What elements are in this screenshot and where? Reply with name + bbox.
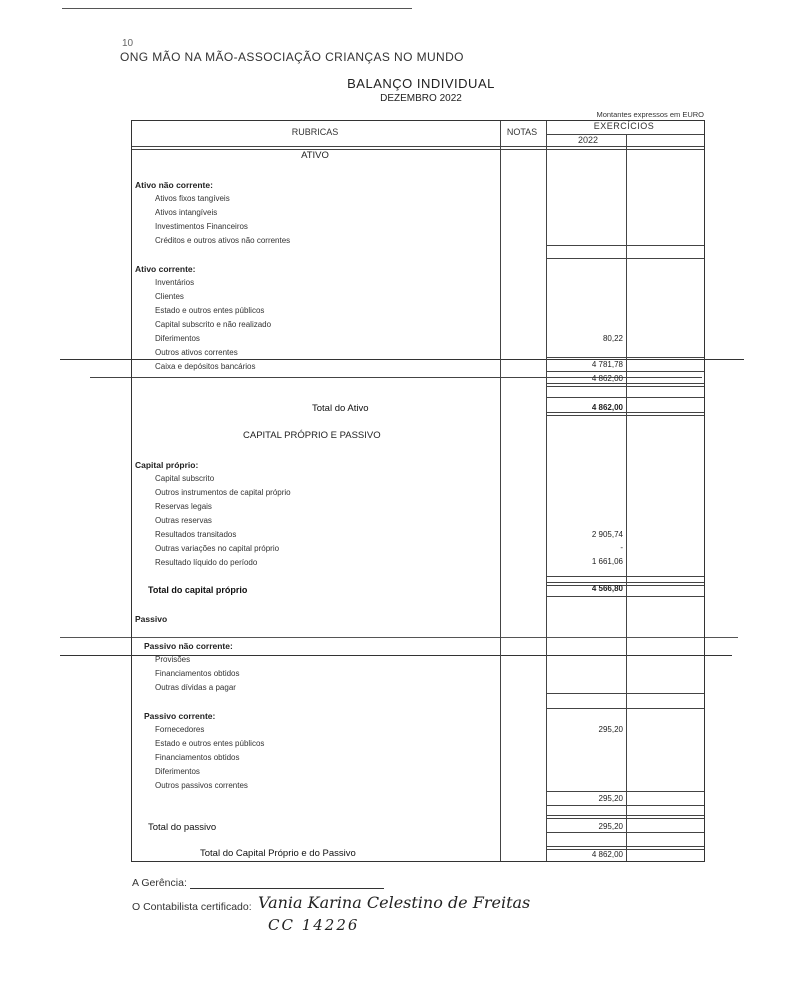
row-label: Outros instrumentos de capital próprio — [155, 488, 291, 497]
box-line — [546, 397, 704, 398]
row-label: Fornecedores — [155, 725, 205, 734]
total-ativo-label: Total do Ativo — [312, 403, 369, 414]
row-label: Financiamentos obtidos — [155, 669, 240, 678]
document-subtitle: DEZEMBRO 2022 — [380, 93, 462, 104]
row-label: Financiamentos obtidos — [155, 753, 240, 762]
total-capital-proprio-label: Total do capital próprio — [148, 585, 248, 595]
gerencia-label: A Gerência: — [132, 877, 187, 889]
grand-total-value: 4 862,00 — [591, 850, 623, 859]
capital-proprio-label: Capital próprio: — [135, 460, 199, 470]
row-label: Outros passivos correntes — [155, 781, 248, 790]
exercicios-underline — [546, 134, 704, 135]
ativo-corrente-subtotal: 4 862,00 — [591, 374, 623, 383]
row-value: 80,22 — [602, 334, 623, 343]
row-label: Estado e outros entes públicos — [155, 306, 265, 315]
total-ativo-value: 4 862,00 — [591, 403, 623, 412]
header-exercicios: EXERCÍCIOS — [593, 121, 655, 131]
row-label: Reservas legais — [155, 502, 212, 511]
ativo-corrente-label: Ativo corrente: — [135, 264, 196, 274]
grand-total-label: Total do Capital Próprio e do Passivo — [200, 848, 356, 859]
passivo-label: Passivo — [135, 614, 168, 624]
row-label: Resultado líquido do período — [155, 558, 258, 567]
row-label: Capital subscrito — [155, 474, 215, 483]
row-label: Resultados transitados — [155, 530, 237, 539]
organization-name: ONG MÃO NA MÃO-ASSOCIAÇÃO CRIANÇAS NO MUNDO — [120, 50, 464, 64]
total-passivo-label: Total do passivo — [148, 822, 217, 833]
passivo-nao-corrente-label: Passivo não corrente: — [144, 641, 233, 651]
row-label: Outras variações no capital próprio — [155, 544, 280, 553]
box-line — [546, 596, 704, 597]
row-value: 1 661,06 — [591, 557, 623, 566]
row-label: Capital subscrito e não realizado — [155, 320, 272, 329]
box-line — [546, 412, 704, 416]
row-label: Outros ativos correntes — [155, 348, 238, 357]
row-value: 2 905,74 — [591, 530, 623, 539]
capital-passivo-heading: CAPITAL PRÓPRIO E PASSIVO — [243, 430, 381, 441]
box-line — [546, 805, 704, 806]
row-label: Diferimentos — [155, 334, 200, 343]
row-label: Investimentos Financeiros — [155, 222, 248, 231]
total-passivo-value: 295,20 — [598, 822, 623, 831]
value-column-line — [546, 121, 547, 861]
box-line — [546, 383, 704, 387]
document-title: BALANÇO INDIVIDUAL — [347, 76, 495, 91]
box-line — [546, 245, 704, 246]
row-value: - — [620, 543, 623, 552]
contabilista-label: O Contabilista certificado: — [132, 901, 252, 913]
box-line — [546, 708, 704, 709]
row-label: Diferimentos — [155, 767, 200, 776]
unit-note: Montantes expressos em EURO — [596, 110, 704, 119]
extra-column-line — [626, 135, 627, 861]
row-label: Outras reservas — [155, 516, 212, 525]
row-label: Créditos e outros ativos não correntes — [155, 236, 291, 245]
row-label: Outras dívidas a pagar — [155, 683, 236, 692]
handwritten-cc-number: CC 14226 — [268, 916, 360, 934]
total-capital-proprio-value: 4 566,80 — [591, 584, 623, 593]
box-line — [546, 791, 704, 792]
passivo-corrente-label: Passivo corrente: — [144, 711, 216, 721]
row-label: Ativos fixos tangíveis — [155, 194, 230, 203]
row-label: Clientes — [155, 292, 184, 301]
scan-mark-top — [62, 8, 412, 9]
box-line — [546, 576, 704, 577]
box-line — [546, 815, 704, 819]
row-label: Estado e outros entes públicos — [155, 739, 265, 748]
gerencia-signature-line — [190, 888, 384, 889]
header-year: 2022 — [578, 135, 599, 145]
row-value: 295,20 — [598, 725, 623, 734]
notas-column-line — [500, 121, 501, 861]
box-line — [546, 832, 704, 833]
ativo-nao-corrente-label: Ativo não corrente: — [135, 180, 213, 190]
header-notas: NOTAS — [506, 127, 538, 137]
handwritten-signature: Vania Karina Celestino de Freitas — [258, 893, 531, 912]
row-label: Caixa e depósitos bancários — [155, 362, 256, 371]
row-label: Provisões — [155, 655, 191, 664]
page-number: 10 — [122, 38, 134, 49]
ativo-heading: ATIVO — [301, 150, 329, 161]
box-line — [546, 258, 704, 259]
header-rubricas: RUBRICAS — [291, 127, 339, 137]
box-line — [546, 371, 704, 372]
box-line — [546, 357, 704, 358]
row-label: Inventários — [155, 278, 195, 287]
row-value: 4 781,78 — [591, 360, 623, 369]
passivo-corrente-subtotal: 295,20 — [598, 794, 623, 803]
box-line — [546, 693, 704, 694]
row-label: Ativos intangíveis — [155, 208, 218, 217]
